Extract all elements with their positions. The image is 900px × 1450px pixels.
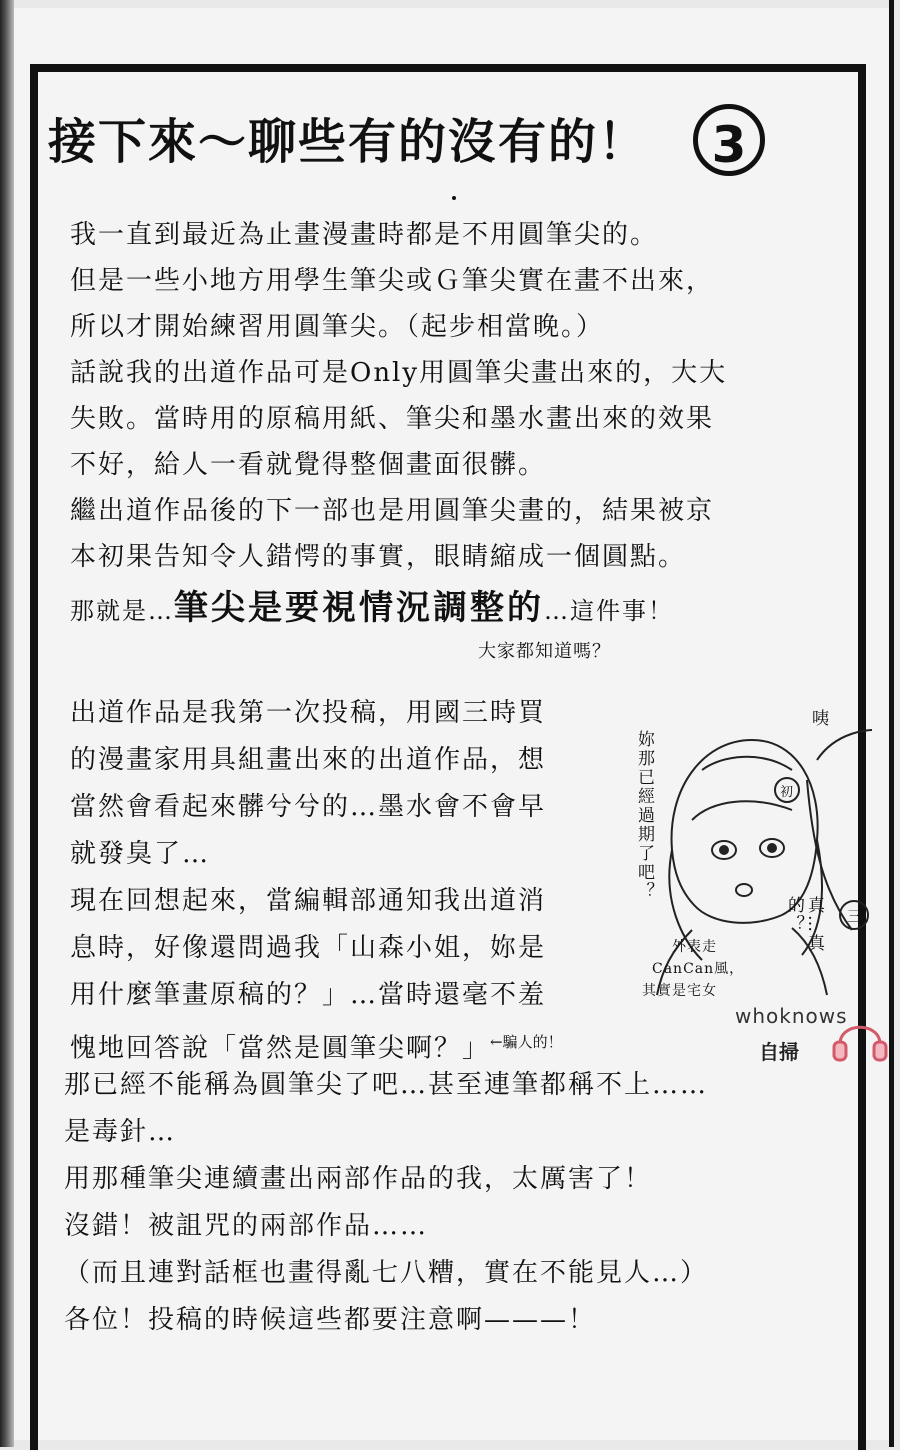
text-line: 各位！投稿的時候這些都要注意啊———！ bbox=[64, 1305, 597, 1335]
emphasis-suffix: …這件事！ bbox=[544, 597, 674, 625]
caption-line-1: 外表走 bbox=[672, 939, 717, 955]
paragraph-block-3 bbox=[64, 1062, 708, 1344]
scanlation-watermark bbox=[735, 1000, 895, 1070]
text-line: 所以才開始練習用圓筆尖。（起步相當晚。） bbox=[70, 312, 605, 342]
text-line: 現在回想起來，當編輯部通知我出道消 bbox=[70, 886, 547, 916]
text-line: 不好，給人一看就覺得整個畫面很髒。 bbox=[70, 450, 547, 480]
text-line-last: 愧地回答說「當然是圓筆尖啊？」 bbox=[70, 1033, 491, 1064]
badge-girl-label: 初 bbox=[780, 785, 795, 800]
text-line: 用什麼筆畫原稿的？」…當時還毫不羞 bbox=[70, 980, 547, 1010]
chapter-number-circle: 3 bbox=[693, 104, 765, 176]
aside-note: 大家都知道嗎？ bbox=[478, 641, 611, 662]
text-line: 失敗。當時用的原稿用紙、筆尖和墨水畫出來的效果 bbox=[70, 404, 715, 434]
text-line: 但是一些小地方用學生筆尖或Ｇ筆尖實在畫不出來， bbox=[70, 266, 715, 296]
text-line: （而且連對話框也畫得亂七八糟，實在不能見人…） bbox=[64, 1258, 709, 1288]
speech-boy: 真…真的？ bbox=[784, 896, 824, 953]
caption-line-3: 其實是宅女 bbox=[642, 983, 717, 999]
watermark-text: whoknows bbox=[735, 1004, 848, 1028]
emphasis-line bbox=[70, 578, 674, 638]
dot-mark bbox=[452, 196, 456, 200]
watermark-sub: 自掃 bbox=[759, 1040, 799, 1064]
text-line bbox=[70, 1019, 563, 1066]
text-line: 就發臭了… bbox=[70, 839, 211, 869]
text-line: 當然會看起來髒兮兮的…墨水會不會早 bbox=[70, 792, 547, 822]
characters-drawing bbox=[632, 700, 872, 1000]
text-line: 的漫畫家用具組畫出來的出道作品，想 bbox=[70, 745, 547, 775]
paragraph-block-2 bbox=[70, 690, 563, 1066]
text-line: 話說我的出道作品可是Only用圓筆尖畫出來的，大大 bbox=[70, 358, 728, 388]
badge-boy-label: 三 bbox=[847, 907, 864, 925]
text-line: 我一直到最近為止畫漫畫時都是不用圓筆尖的。 bbox=[70, 220, 659, 250]
emphasis-prefix: 那就是… bbox=[70, 597, 174, 625]
text-line: 是毒針… bbox=[64, 1117, 177, 1147]
text-line: 本初果告知令人錯愕的事實，眼睛縮成一個圓點。 bbox=[70, 542, 687, 572]
speech-girl: 妳那已經過期了吧？ bbox=[634, 730, 654, 901]
text-line: 繼出道作品後的下一部也是用圓筆尖畫的，結果被京 bbox=[70, 496, 715, 526]
text-line: 沒錯！被詛咒的兩部作品…… bbox=[64, 1211, 429, 1241]
text-line: 息時，好像還問過我「山森小姐，妳是 bbox=[70, 933, 547, 963]
paragraph-block-1 bbox=[70, 212, 727, 580]
caption-line-2: CanCan風， bbox=[652, 961, 745, 977]
text-line: 用那種筆尖連續畫出兩部作品的我，太厲害了！ bbox=[64, 1164, 653, 1194]
emphasis-main: 筆尖是要視情況調整的 bbox=[174, 588, 544, 628]
right-edge-line bbox=[889, 0, 894, 1447]
binding-strip bbox=[0, 0, 14, 1447]
speech-boy-top: 咦 bbox=[812, 709, 830, 729]
manga-illustration bbox=[632, 700, 872, 1000]
text-line: 那已經不能稱為圓筆尖了吧…甚至連筆都稱不上…… bbox=[64, 1070, 709, 1100]
headphones-icon bbox=[830, 1006, 890, 1066]
page-title: 接下來～聊些有的沒有的！ bbox=[48, 114, 649, 170]
text-line: 出道作品是我第一次投稿，用國三時買 bbox=[70, 698, 547, 728]
aside-arrow-note: ←騙人的！ bbox=[490, 1033, 563, 1051]
